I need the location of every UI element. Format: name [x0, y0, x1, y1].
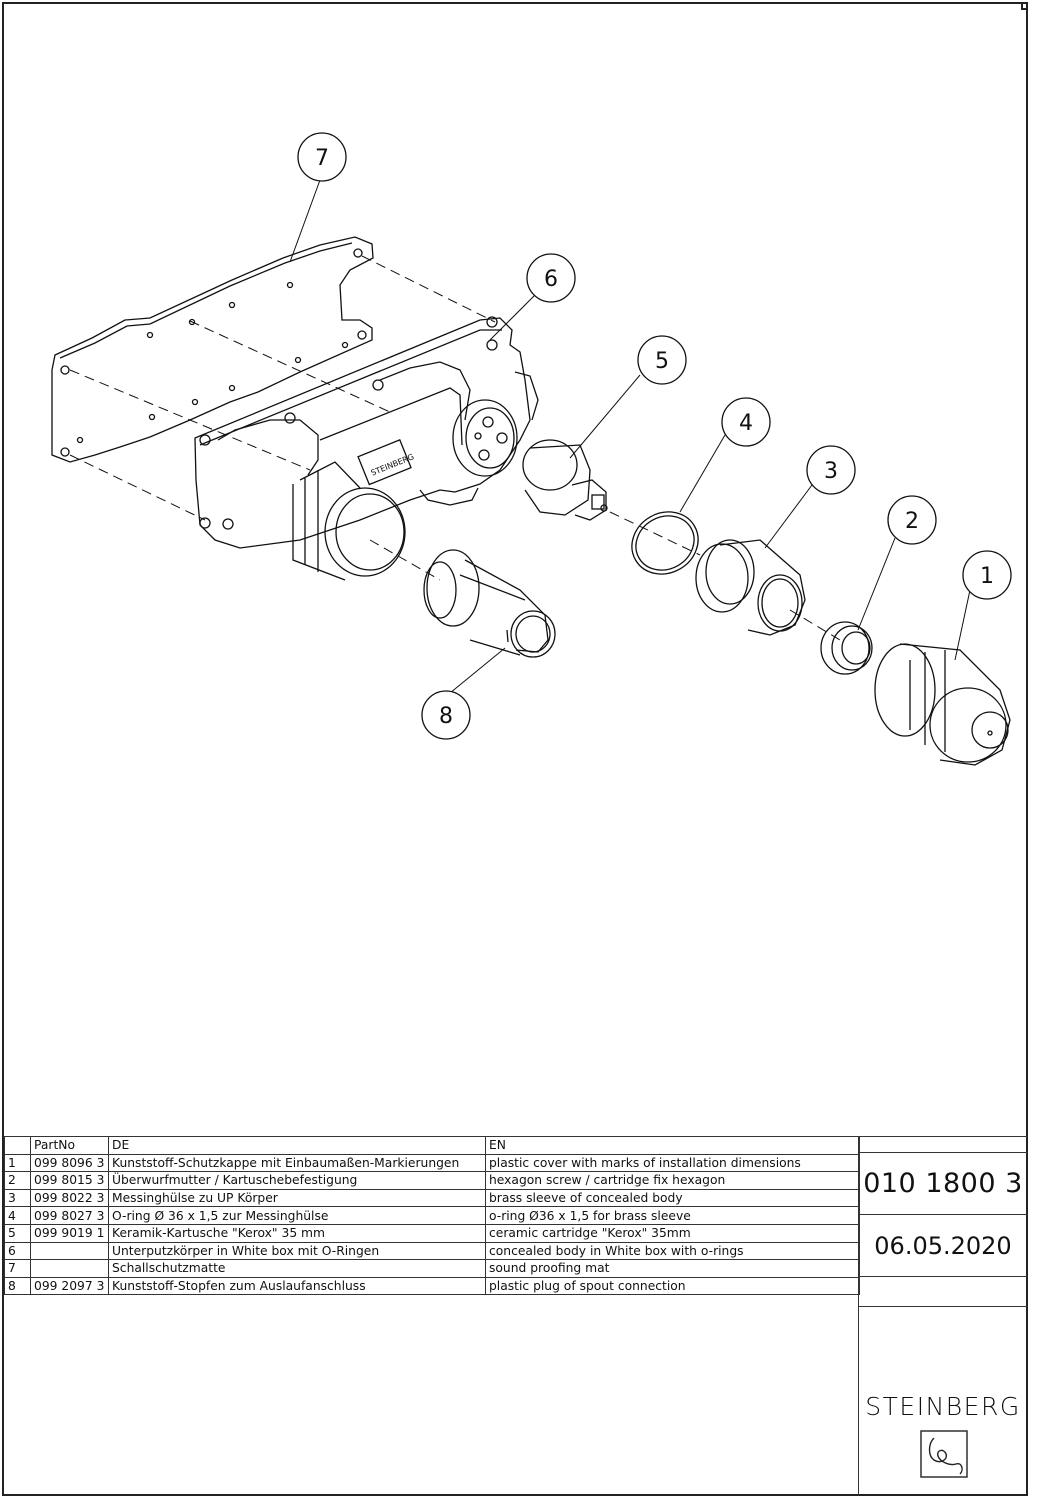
part-3-brass-sleeve — [696, 540, 805, 635]
part-2-hexagon-screw — [821, 622, 872, 674]
row-part-no: 099 2097 3 — [31, 1277, 109, 1295]
table-row — [5, 1224, 860, 1242]
table-row — [5, 1172, 860, 1190]
row-index: 4 — [5, 1207, 31, 1225]
row-en: plastic cover with marks of installation dimensions — [486, 1154, 860, 1172]
callout-6 — [527, 254, 575, 302]
callout-7 — [298, 133, 346, 181]
row-part-no: 099 9019 1 — [31, 1224, 109, 1242]
part-6-concealed-body — [195, 317, 538, 580]
header-en: EN — [486, 1137, 860, 1155]
svg-text:7: 7 — [315, 146, 329, 171]
table-row — [5, 1277, 860, 1295]
row-part-no: 099 8096 3 — [31, 1154, 109, 1172]
row-en: sound proofing mat — [486, 1260, 860, 1278]
row-en: o-ring Ø36 x 1,5 for brass sleeve — [486, 1207, 860, 1225]
svg-text:4: 4 — [739, 411, 753, 436]
header-index — [5, 1137, 31, 1155]
callout-bubbles — [298, 133, 1011, 739]
row-index: 3 — [5, 1189, 31, 1207]
callout-5 — [638, 336, 686, 384]
part-7-sound-proofing-mat — [52, 237, 373, 462]
row-de: Kunststoff-Schutzkappe mit Einbaumaßen-Markierungen — [109, 1154, 486, 1172]
part-5-ceramic-cartridge — [523, 440, 607, 520]
header-de: DE — [109, 1137, 486, 1155]
table-row — [5, 1242, 860, 1260]
row-en: brass sleeve of concealed body — [486, 1189, 860, 1207]
row-part-no — [31, 1242, 109, 1260]
row-index: 2 — [5, 1172, 31, 1190]
row-de: Kunststoff-Stopfen zum Auslaufanschluss — [109, 1277, 486, 1295]
table-row — [5, 1207, 860, 1225]
row-en: hexagon screw / cartridge fix hexagon — [486, 1172, 860, 1190]
title-block-empty-row — [858, 1276, 1028, 1306]
row-part-no: 099 8022 3 — [31, 1189, 109, 1207]
row-index: 6 — [5, 1242, 31, 1260]
callout-4 — [722, 398, 770, 446]
row-de: Schallschutzmatte — [109, 1260, 486, 1278]
row-de: Keramik-Kartusche "Kerox" 35 mm — [109, 1224, 486, 1242]
callout-3 — [807, 446, 855, 494]
row-index: 5 — [5, 1224, 31, 1242]
svg-text:3: 3 — [824, 459, 838, 484]
table-row — [5, 1260, 860, 1278]
row-part-no: 099 8027 3 — [31, 1207, 109, 1225]
svg-text:2: 2 — [905, 509, 919, 534]
part-1-plastic-cover — [875, 644, 1010, 765]
header-part-no: PartNo — [31, 1137, 109, 1155]
body-brand-label: STEINBERG — [369, 452, 416, 478]
title-block — [858, 1136, 1028, 1496]
row-de: Überwurfmutter / Kartuschebefestigung — [109, 1172, 486, 1190]
svg-text:8: 8 — [439, 704, 453, 729]
row-en: concealed body in White box with o-rings — [486, 1242, 860, 1260]
callout-1 — [963, 551, 1011, 599]
parts-table — [4, 1136, 860, 1295]
row-index: 1 — [5, 1154, 31, 1172]
table-row — [5, 1189, 860, 1207]
part-8-plastic-plug — [424, 550, 555, 657]
callout-2 — [888, 496, 936, 544]
row-index: 7 — [5, 1260, 31, 1278]
svg-text:1: 1 — [980, 564, 994, 589]
table-row — [5, 1154, 860, 1172]
row-de: O-ring Ø 36 x 1,5 zur Messinghülse — [109, 1207, 486, 1225]
leader-lines — [290, 180, 970, 693]
row-part-no: 099 8015 3 — [31, 1172, 109, 1190]
callout-8 — [422, 691, 470, 739]
row-de: Unterputzkörper in White box mit O-Ringen — [109, 1242, 486, 1260]
document-number: 010 1800 3 — [858, 1152, 1028, 1214]
row-de: Messinghülse zu UP Körper — [109, 1189, 486, 1207]
brand-name: STEINBERG — [865, 1392, 1021, 1421]
steinberg-logo-icon — [920, 1430, 968, 1478]
row-en: plastic plug of spout connection — [486, 1277, 860, 1295]
row-en: ceramic cartridge "Kerox" 35mm — [486, 1224, 860, 1242]
row-part-no — [31, 1260, 109, 1278]
table-header-row — [5, 1137, 860, 1155]
svg-text:5: 5 — [655, 349, 669, 374]
row-index: 8 — [5, 1277, 31, 1295]
title-block-top — [858, 1136, 1028, 1152]
document-date: 06.05.2020 — [858, 1214, 1028, 1276]
svg-text:6: 6 — [544, 267, 558, 292]
